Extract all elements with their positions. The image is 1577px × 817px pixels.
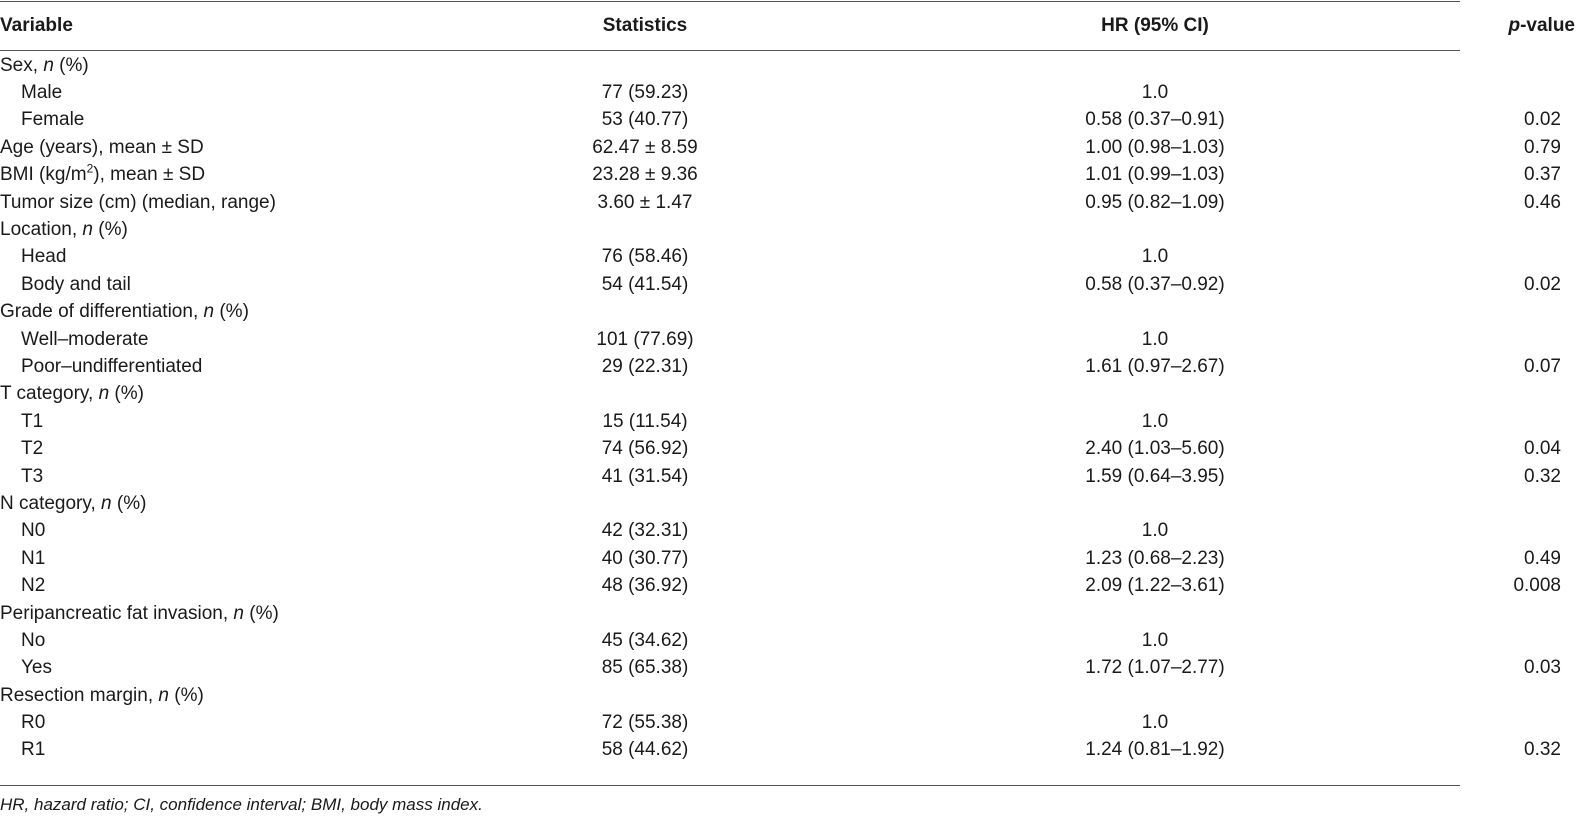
variable-cell	[0, 299, 430, 326]
variable-label: N2	[21, 575, 46, 597]
variable-label: Grade of differentiation,	[0, 301, 204, 323]
table-row	[0, 737, 1577, 764]
hr-cell: 1.0	[1141, 520, 1169, 542]
variable-label: Peripancreatic fat invasion,	[0, 602, 234, 624]
pvalue-cell	[1385, 682, 1577, 709]
table-row	[0, 709, 1577, 736]
pvalue-cell: 0.32	[1524, 465, 1561, 487]
statistics-cell	[430, 490, 835, 517]
variable-label: Age (years), mean ± SD	[0, 136, 204, 158]
pvalue-cell	[1385, 627, 1577, 654]
table-row	[0, 572, 1577, 599]
variable-label: T1	[21, 410, 44, 432]
variable-cell	[0, 682, 430, 709]
variable-italic: n	[82, 219, 93, 241]
pvalue-cell: 0.008	[1513, 575, 1561, 597]
table-row	[0, 408, 1577, 435]
statistics-cell: 72 (55.38)	[601, 712, 689, 734]
variable-label: Location,	[0, 219, 83, 241]
variable-cell	[0, 134, 430, 161]
pvalue-cell: 0.32	[1524, 739, 1561, 761]
variable-cell	[0, 572, 430, 599]
table-row	[0, 50, 1577, 79]
table-row	[0, 545, 1577, 572]
variable-cell	[0, 189, 430, 216]
table-row	[0, 463, 1577, 490]
hr-cell	[835, 600, 1385, 627]
header-pvalue-rest: -value	[1520, 15, 1575, 36]
bottom-rule	[0, 785, 1460, 786]
variable-italic: n	[98, 383, 110, 405]
statistics-cell: 23.28 ± 9.36	[592, 164, 698, 186]
variable-label: Resection margin,	[0, 684, 159, 706]
variable-label: Female	[21, 109, 85, 131]
variable-cell	[0, 107, 430, 134]
variable-cell	[0, 244, 430, 271]
hazard-ratio-table	[0, 2, 1577, 764]
variable-cell	[0, 79, 430, 106]
variable-italic: n	[101, 492, 112, 514]
table-body	[0, 50, 1577, 764]
variable-label-suffix: (%)	[214, 301, 249, 323]
variable-cell	[0, 408, 430, 435]
variable-label: R0	[21, 712, 46, 734]
pvalue-cell: 0.07	[1524, 355, 1561, 377]
pvalue-cell	[1385, 408, 1577, 435]
statistics-cell: 3.60 ± 1.47	[597, 191, 693, 213]
variable-label: Yes	[21, 657, 52, 679]
variable-cell	[0, 271, 430, 298]
statistics-cell: 85 (65.38)	[601, 657, 689, 679]
variable-label: N category,	[0, 492, 102, 514]
statistics-cell: 74 (56.92)	[601, 438, 689, 460]
table-row	[0, 655, 1577, 682]
table-row	[0, 381, 1577, 408]
pvalue-cell: 0.02	[1524, 273, 1561, 295]
pvalue-cell	[1385, 326, 1577, 353]
pvalue-cell: 0.79	[1524, 136, 1561, 158]
variable-label: Poor–undifferentiated	[21, 355, 203, 377]
pvalue-cell: 0.02	[1524, 109, 1561, 131]
hr-cell: 0.58 (0.37–0.91)	[1085, 109, 1225, 131]
variable-label-suffix: (%)	[92, 219, 128, 241]
table-row	[0, 518, 1577, 545]
pvalue-cell	[1385, 79, 1577, 106]
pvalue-cell: 0.49	[1524, 547, 1561, 569]
variable-superscript: 2	[86, 161, 94, 176]
variable-label: Body and tail	[21, 273, 131, 295]
hr-cell: 1.0	[1141, 82, 1169, 104]
hr-cell	[835, 682, 1385, 709]
hr-cell: 1.0	[1141, 328, 1169, 350]
pvalue-cell	[1385, 600, 1577, 627]
statistics-cell: 42 (32.31)	[601, 520, 689, 542]
hr-cell	[835, 381, 1385, 408]
table-row	[0, 490, 1577, 517]
header-row	[0, 2, 1577, 50]
hr-cell: 1.0	[1141, 246, 1169, 268]
variable-italic: n	[43, 54, 54, 76]
variable-cell	[0, 463, 430, 490]
variable-label: T2	[21, 438, 44, 460]
variable-label: R1	[21, 739, 46, 761]
table-row	[0, 162, 1577, 189]
pvalue-cell: 0.46	[1524, 191, 1561, 213]
variable-italic: n	[233, 602, 244, 624]
statistics-cell: 62.47 ± 8.59	[592, 136, 698, 158]
variable-cell	[0, 381, 430, 408]
table-row	[0, 79, 1577, 106]
table-row	[0, 326, 1577, 353]
variable-cell	[0, 545, 430, 572]
statistics-cell: 53 (40.77)	[601, 109, 689, 131]
variable-label-suffix: (%)	[168, 684, 204, 706]
statistics-cell: 40 (30.77)	[601, 547, 689, 569]
hr-cell: 1.61 (0.97–2.67)	[1085, 355, 1225, 377]
statistics-cell: 15 (11.54)	[602, 410, 688, 432]
table-row	[0, 353, 1577, 380]
statistics-cell: 76 (58.46)	[601, 246, 689, 268]
hr-cell: 1.72 (1.07–2.77)	[1085, 657, 1225, 679]
statistics-cell: 41 (31.54)	[601, 465, 689, 487]
variable-label-suffix: (%)	[109, 383, 144, 405]
variable-label: Well–moderate	[21, 328, 149, 350]
variable-label: Male	[21, 82, 63, 104]
header-hr: HR (95% CI)	[1101, 15, 1209, 36]
statistics-cell: 45 (34.62)	[601, 629, 689, 651]
variable-cell	[0, 50, 430, 79]
variable-cell	[0, 600, 430, 627]
variable-cell	[0, 655, 430, 682]
variable-label: N1	[21, 547, 46, 569]
variable-cell	[0, 216, 430, 243]
statistics-cell	[430, 381, 835, 408]
variable-cell	[0, 627, 430, 654]
pvalue-cell: 0.03	[1524, 657, 1561, 679]
variable-cell	[0, 162, 430, 189]
header-pvalue-italic: p	[1508, 15, 1521, 36]
hr-cell: 0.95 (0.82–1.09)	[1085, 191, 1225, 213]
hr-cell: 1.59 (0.64–3.95)	[1085, 465, 1225, 487]
statistics-cell	[430, 50, 835, 79]
variable-label-suffix: (%)	[111, 492, 147, 514]
pvalue-cell	[1385, 709, 1577, 736]
table-row	[0, 627, 1577, 654]
variable-cell	[0, 435, 430, 462]
header-variable: Variable	[0, 15, 73, 36]
variable-italic: n	[203, 301, 215, 323]
variable-label: No	[21, 629, 46, 651]
table-row	[0, 299, 1577, 326]
hr-cell: 1.00 (0.98–1.03)	[1085, 136, 1225, 158]
pvalue-cell	[1385, 518, 1577, 545]
variable-label: T category,	[0, 383, 99, 405]
statistics-cell: 29 (22.31)	[601, 355, 689, 377]
statistics-cell	[430, 216, 835, 243]
hr-cell: 0.58 (0.37–0.92)	[1085, 273, 1225, 295]
variable-label: Head	[21, 246, 67, 268]
hr-cell	[835, 216, 1385, 243]
variable-cell	[0, 709, 430, 736]
statistics-cell	[430, 600, 835, 627]
table-row	[0, 244, 1577, 271]
variable-cell	[0, 518, 430, 545]
statistics-cell: 54 (41.54)	[601, 273, 689, 295]
variable-cell	[0, 326, 430, 353]
variable-cell	[0, 737, 430, 764]
hr-cell	[835, 299, 1385, 326]
pvalue-cell	[1385, 50, 1577, 79]
hr-cell: 1.0	[1141, 410, 1169, 432]
variable-label: N0	[21, 520, 46, 542]
header-pvalue	[1385, 2, 1577, 50]
hr-cell	[835, 50, 1385, 79]
variable-label-suffix: (%)	[53, 54, 89, 76]
table-row	[0, 600, 1577, 627]
variable-label: Tumor size (cm) (median, range)	[0, 191, 276, 213]
table-row	[0, 216, 1577, 243]
statistics-cell: 101 (77.69)	[596, 328, 694, 350]
statistics-cell: 48 (36.92)	[601, 575, 689, 597]
pvalue-cell	[1385, 381, 1577, 408]
pvalue-cell	[1385, 299, 1577, 326]
variable-label: BMI (kg/m	[0, 164, 87, 186]
statistics-cell	[430, 682, 835, 709]
hr-cell: 1.01 (0.99–1.03)	[1085, 164, 1225, 186]
hr-cell: 1.0	[1141, 629, 1169, 651]
pvalue-cell: 0.04	[1524, 438, 1561, 460]
variable-label-suffix: ), mean ± SD	[93, 164, 206, 186]
statistics-cell: 58 (44.62)	[601, 739, 689, 761]
header-statistics: Statistics	[602, 15, 688, 36]
pvalue-cell	[1385, 216, 1577, 243]
statistics-cell	[430, 299, 835, 326]
table-row	[0, 134, 1577, 161]
pvalue-cell	[1385, 244, 1577, 271]
hr-cell: 1.24 (0.81–1.92)	[1085, 739, 1225, 761]
hr-cell	[835, 490, 1385, 517]
table-footnote: HR, hazard ratio; CI, confidence interval; BMI, body mass index.	[0, 795, 483, 814]
table-row	[0, 107, 1577, 134]
pvalue-cell	[1385, 490, 1577, 517]
table-row	[0, 271, 1577, 298]
variable-cell	[0, 490, 430, 517]
hr-cell: 2.09 (1.22–3.61)	[1085, 575, 1225, 597]
hr-cell: 1.0	[1141, 712, 1169, 734]
table-row	[0, 435, 1577, 462]
variable-label-suffix: (%)	[243, 602, 279, 624]
statistics-cell: 77 (59.23)	[601, 82, 689, 104]
hr-cell: 2.40 (1.03–5.60)	[1085, 438, 1225, 460]
variable-italic: n	[158, 684, 169, 706]
table-row	[0, 682, 1577, 709]
table-row	[0, 189, 1577, 216]
hr-cell: 1.23 (0.68–2.23)	[1085, 547, 1225, 569]
variable-label: T3	[21, 465, 44, 487]
variable-cell	[0, 353, 430, 380]
variable-label: Sex,	[0, 54, 44, 76]
pvalue-cell: 0.37	[1524, 164, 1561, 186]
